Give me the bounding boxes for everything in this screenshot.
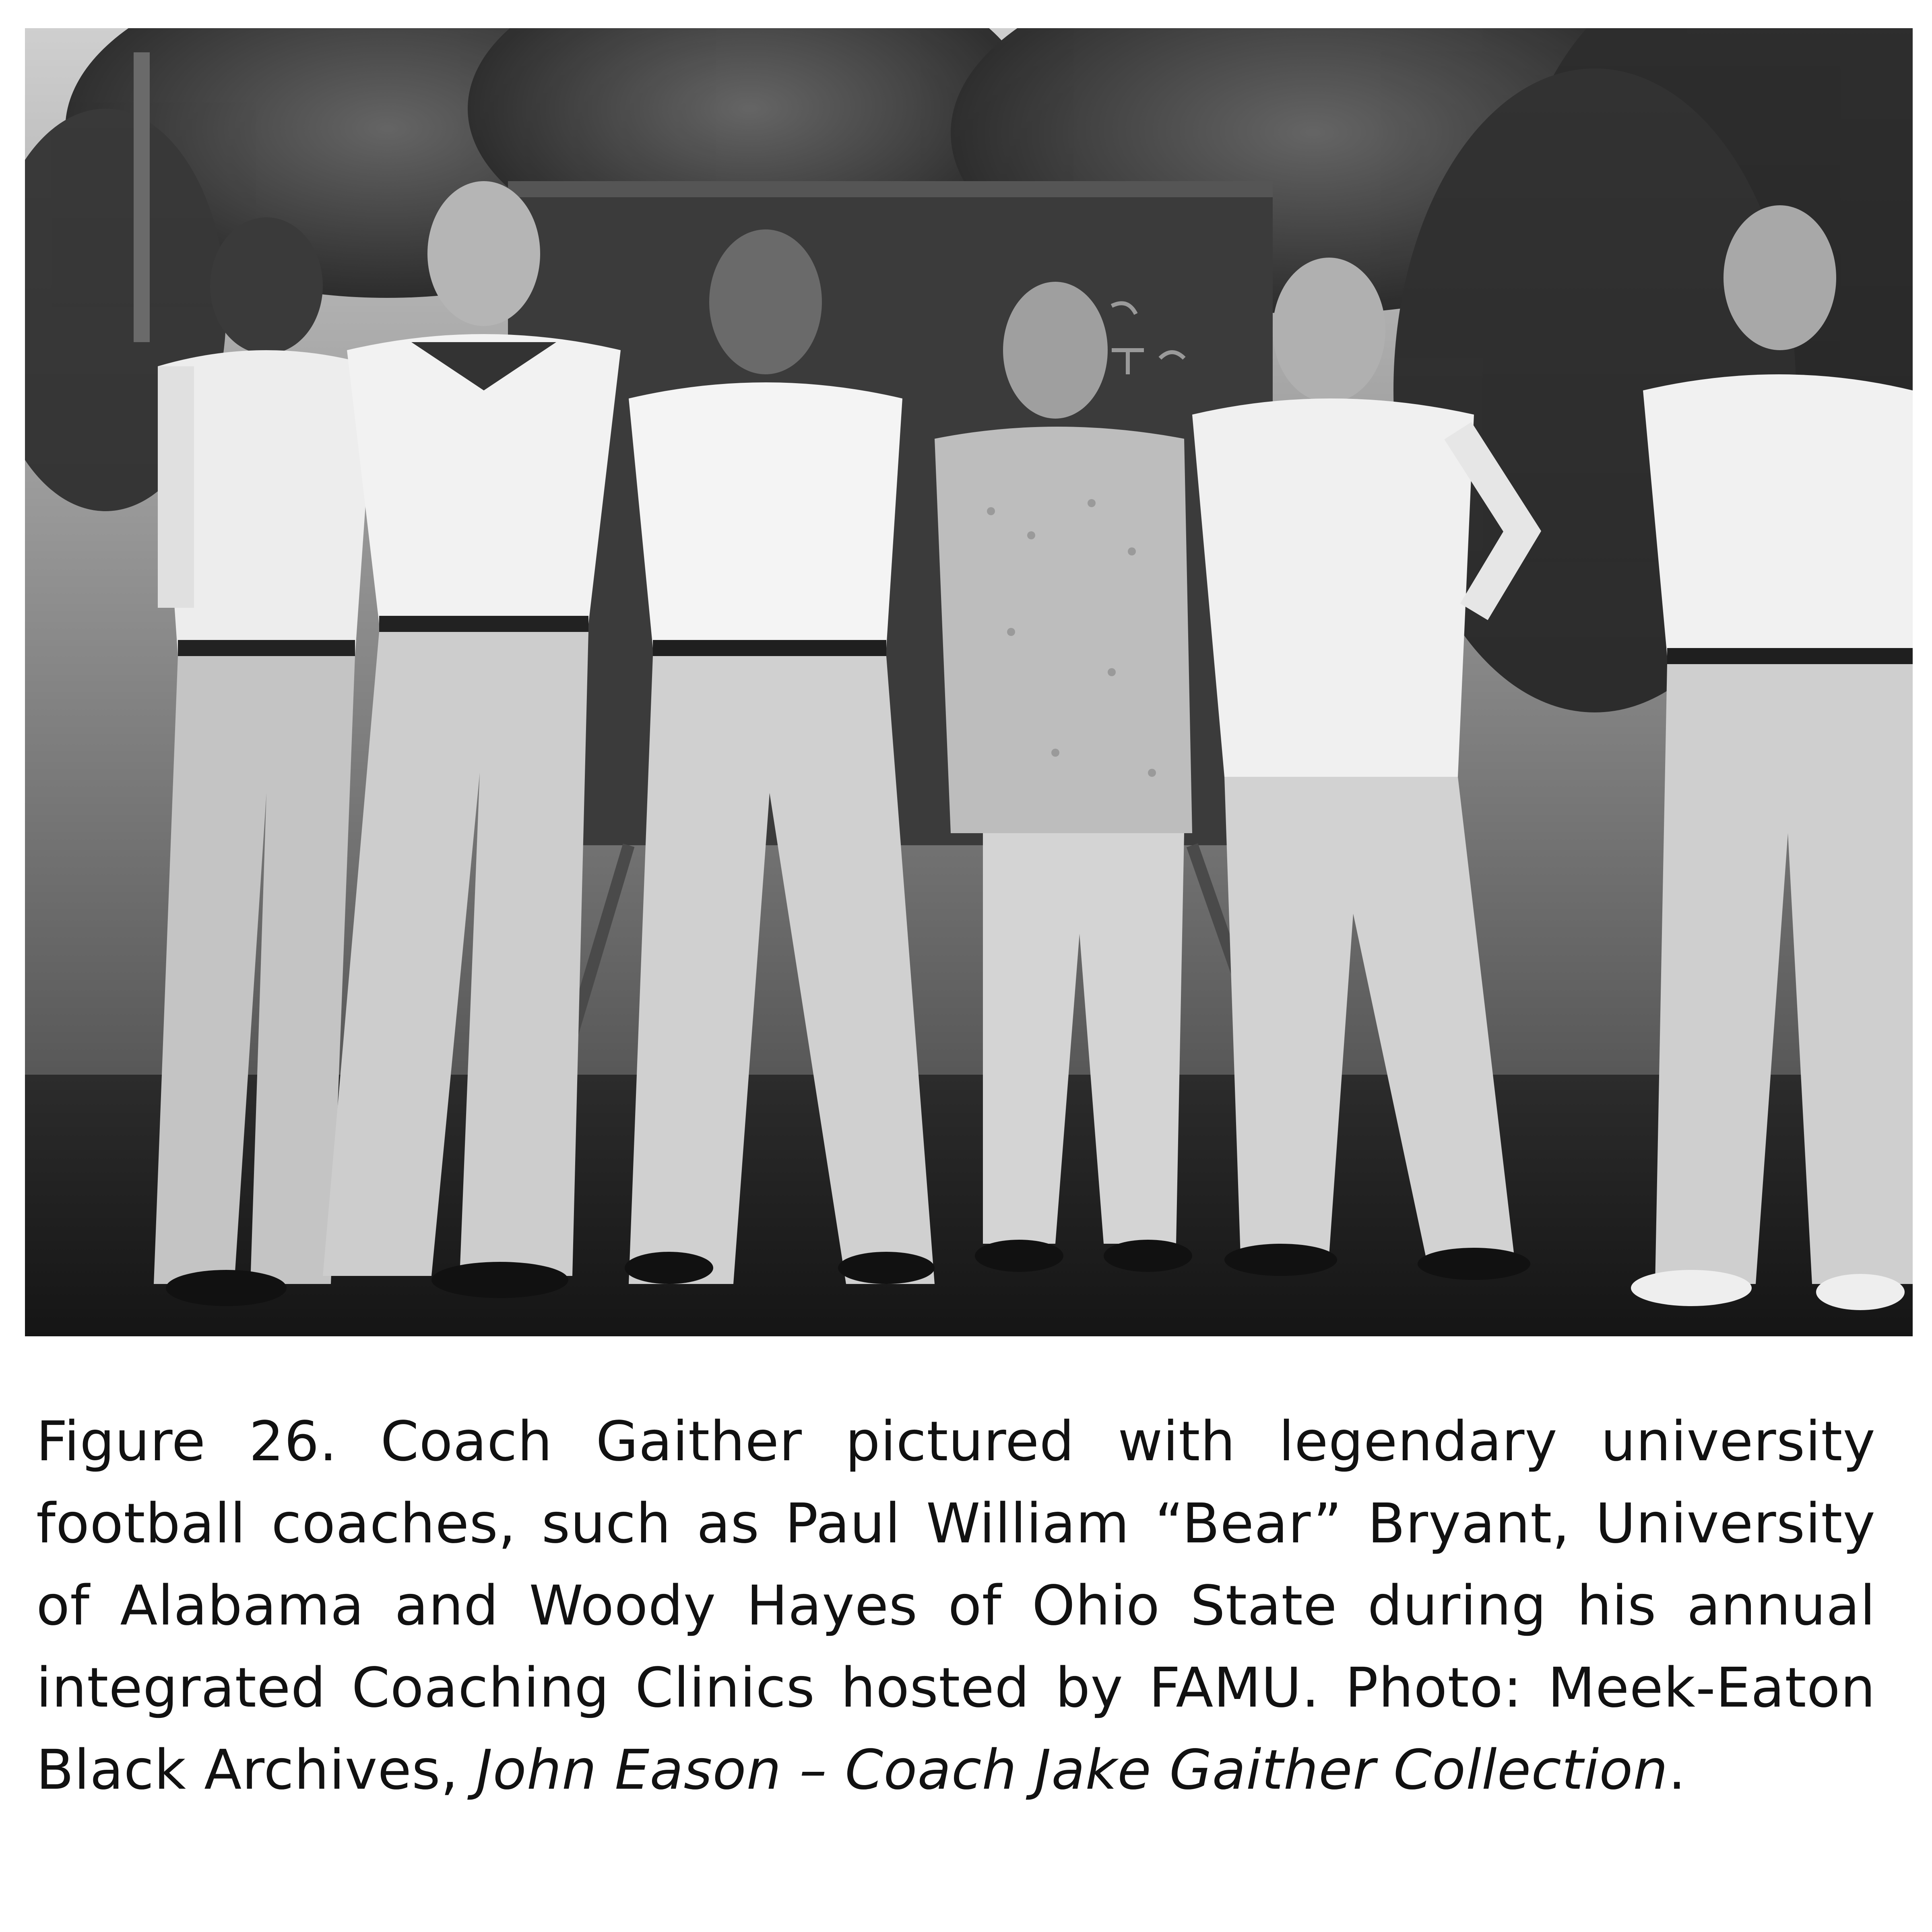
- figure-caption: [36, 1401, 1876, 1811]
- photograph: [25, 28, 1913, 1336]
- caption-end-period: .: [1668, 1738, 1686, 1802]
- group-photo-illustration: [25, 28, 1913, 1336]
- caption-collection-name: John Eason – Coach Jake Gaither Collection: [476, 1738, 1668, 1802]
- tree-trunk: [134, 52, 150, 342]
- caption-main-text: Figure 26. Coach Gaither pictured with legendary university football coaches, such as Paul William “Bear” Bryant, University of Alabama and Woody Hayes of Ohio State during his annual integrated Coaching Clinics hosted by FAMU. Photo: Meek-Eaton Black Archives,: [36, 1410, 1876, 1802]
